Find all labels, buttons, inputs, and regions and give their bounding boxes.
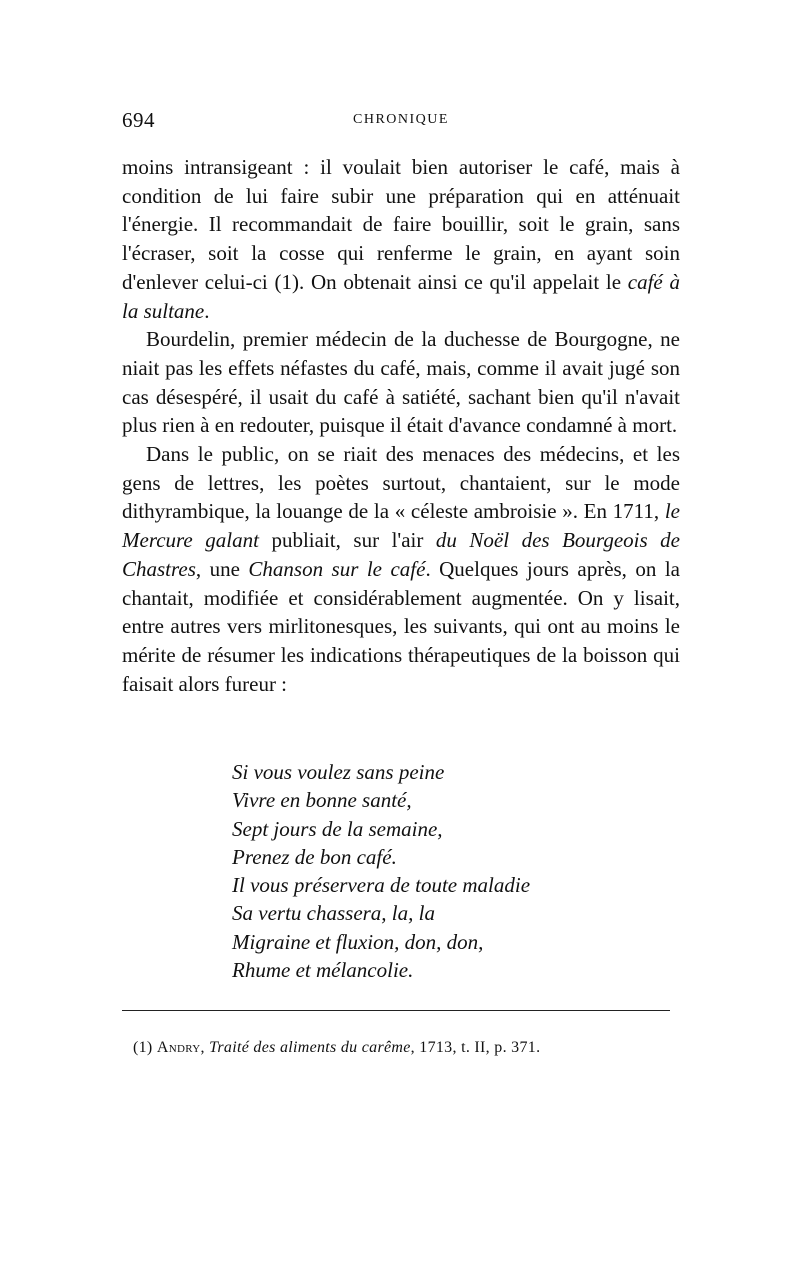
footnote-rule <box>122 1010 670 1011</box>
paragraph-3-seg3: , une <box>195 556 249 581</box>
footnote-marker: (1) <box>133 1039 157 1056</box>
running-title: CHRONIQUE <box>353 112 449 127</box>
footnote-author: Andry <box>156 1039 201 1056</box>
paragraph-3-seg4: . Quelques jours après, on la chantait, modifiée et considérablement augmentée. On y lisait, entre autres vers mirlitonesques, les suivants, qui ont au moins le mérite de résumer les indications thérapeutiques de la boisson qui faisait alors fureur : <box>122 556 681 696</box>
verse-line: Sept jours de la semaine, <box>232 816 443 841</box>
verse-line: Vivre en bonne santé, <box>232 788 412 813</box>
paragraph-1 <box>122 153 680 325</box>
paragraph-1-italic: café à la sultane <box>122 269 680 323</box>
footnote-work-title: Traité des aliments du carême <box>209 1039 411 1056</box>
verse-block <box>232 758 652 984</box>
paragraph-3-seg1: Dans le public, on se riait des menaces des médecins, et les gens de lettres, les poètes surtout, chantaient, sur le mode dithyrambique, la louange de la « céleste ambroisie ». En 1711, <box>122 442 680 524</box>
paragraph-3-seg2: publiait, sur l'air <box>258 528 436 553</box>
page-number: 694 <box>122 108 155 132</box>
verse-line: Rhume et mélancolie. <box>232 958 414 983</box>
page-header <box>122 108 680 138</box>
footnote-separator: , <box>200 1039 210 1056</box>
verse-line: Migraine et fluxion, don, don, <box>232 929 484 954</box>
paragraph-2: Bourdelin, premier médecin de la duchesse de Bourgogne, ne niait pas les effets néfastes du café, mais, comme il avait jugé son cas désespéré, il usait du café à satiété, sachant bien qu'il n'avait plus rien à en redouter, puisque il était d'avance condamné à mort. <box>122 327 680 438</box>
paragraph-3-italic-3: Chanson sur le café <box>248 556 426 581</box>
paragraph-3 <box>122 440 680 698</box>
verse-line: Prenez de bon café. <box>232 844 397 869</box>
verse-line: Il vous préservera de toute maladie <box>232 873 531 898</box>
verse-line: Si vous voulez sans peine <box>232 760 445 784</box>
paragraph-3-italic-2: du Noël des Bourgeois de Chastres <box>122 528 680 581</box>
paragraph-3-italic-1: le Mercure galant <box>122 499 680 553</box>
footnote-reference: , 1713, t. II, p. 371. <box>410 1039 541 1056</box>
paragraph-1-end: . <box>204 298 210 323</box>
footnote <box>133 1039 673 1057</box>
paragraph-1-text: moins intransigeant : il voulait bien autoriser le café, mais à condition de lui faire subir une préparation qui en atténuait l'énergie. Il recommandait de faire bouillir, soit le grain, sans l'écraser, soit la cosse qui renferme le grain, en ayant soin d'enlever celui-ci (1). On obtenait ainsi ce qu'il appelait le <box>122 155 680 294</box>
body-text <box>122 153 680 698</box>
verse-line: Sa vertu chassera, la, la <box>232 901 435 926</box>
